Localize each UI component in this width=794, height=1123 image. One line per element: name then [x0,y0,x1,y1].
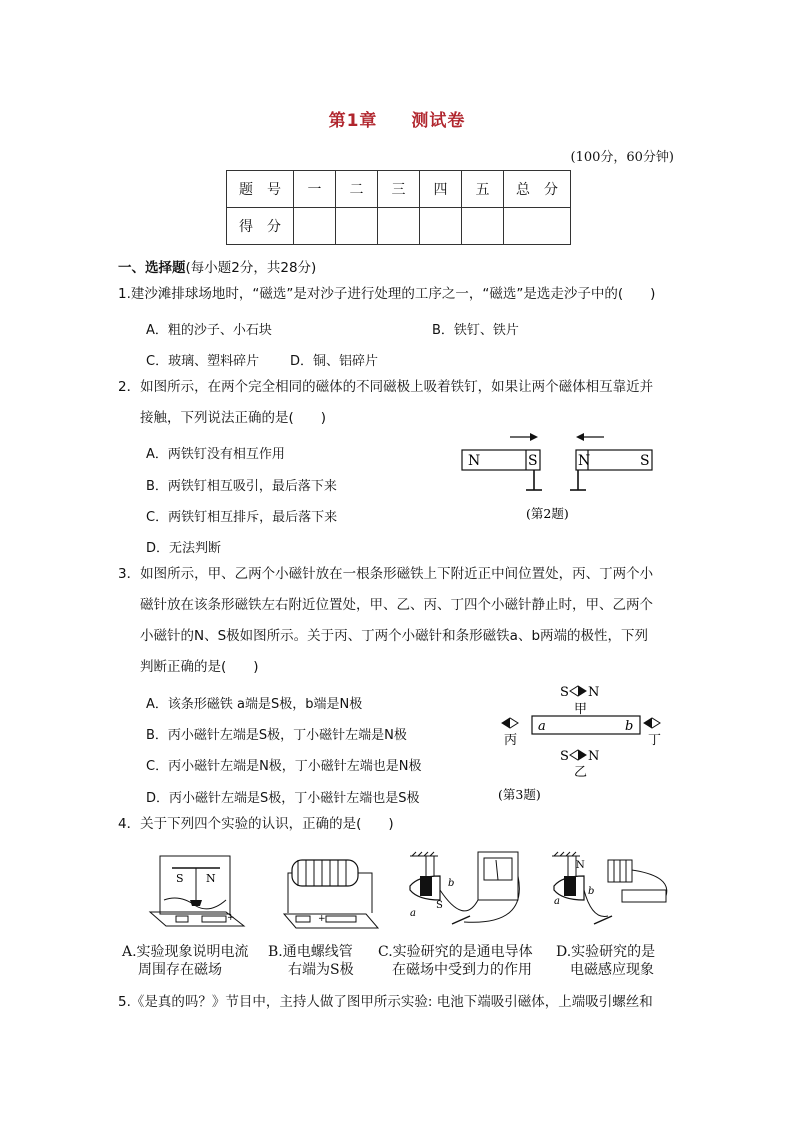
score-table-cell: 五 [462,171,504,208]
experiment-b-caption[interactable] [268,944,354,979]
question-5-stem: 5.《是真的吗？》节目中，主持人做了图甲所示实验: 电池下端吸引磁体，上端吸引螺丝和 [118,994,653,1010]
switch [176,916,188,922]
exp-c-s-label: S [436,900,443,911]
magnet-right-n-label: N [578,453,591,469]
switch [594,916,612,924]
question-2-stem-line2: 接触，下列说法正确的是( ) [140,410,327,426]
battery [326,916,356,922]
rheostat [622,890,666,902]
exp-a-s-label: S [176,872,184,885]
caption-line: C.实验研究的是通电导体 [378,944,533,960]
score-table-cell: 总 分 [504,171,571,208]
needle-bing-label: 丙 [504,733,518,748]
needle-yi-s-label: S [560,749,569,764]
experiment-c-figure[interactable] [404,846,530,936]
score-table-cell: 三 [378,171,420,208]
score-input-cell[interactable] [420,208,462,245]
exp-d-n-label: N [576,860,585,871]
question-2-stem-line1: 2．如图所示，在两个完全相同的磁体的不同磁极上吸着铁钉，如果让两个磁体相互靠近并 [118,379,654,395]
switch [452,916,470,924]
page-title [0,106,794,131]
question-3-option-b[interactable]: B．丙小磁针左端是S极，丁小磁针左端是N极 [146,728,407,743]
question-2-option-d[interactable]: D．无法判断 [146,541,222,556]
bar-magnet [532,716,640,734]
exp-c-a-label: a [410,908,416,919]
switch [296,916,310,922]
question-3-option-d[interactable]: D．丙小磁针左端是S极，丁小磁针左端也是S极 [146,791,420,806]
question-3-option-c[interactable]: C．丙小磁针左端是N极，丁小磁针左端也是N极 [146,759,422,774]
exp-b-plus: + [318,914,326,924]
needle-ding-label: 丁 [648,733,662,748]
needle-jia-n-label: N [588,685,600,700]
arrow-right-head [530,433,538,441]
exp-d-a-label: a [554,896,560,907]
question-1-option-d[interactable]: D．铜、铝碎片 [290,354,379,369]
experiment-d-caption[interactable] [556,944,655,979]
caption-line: 周围存在磁场 [138,961,222,978]
exp-d-b-label: b [588,886,595,897]
score-table [226,170,571,245]
experiment-a-figure[interactable] [146,850,250,934]
score-table-cell: 题 号 [227,171,294,208]
experiment-a-caption[interactable] [122,944,249,979]
score-table-score-row [227,208,571,245]
solenoid [292,860,358,886]
question-3-caption: (第3题) [498,787,541,802]
experiment-c-caption[interactable] [378,944,533,979]
question-2-caption: (第2题) [526,506,569,521]
score-table-cell: 一 [294,171,336,208]
conductor [420,876,432,896]
caption-line: 在磁场中受到力的作用 [392,961,532,978]
caption-line: A.实验现象说明电流 [122,944,249,960]
caption-line: B.通电螺线管 [268,944,353,960]
score-input-cell[interactable] [378,208,420,245]
caption-line: 右端为S极 [288,961,354,978]
exp-a-n-label: N [206,872,216,885]
score-time-note: (100分，60分钟) [570,150,674,165]
wire [584,870,667,916]
section-note: (每小题2分，共28分) [185,260,317,276]
section-title: 一、选择题 [118,260,186,276]
score-table-cell: 二 [336,171,378,208]
question-2-option-c[interactable]: C．两铁钉相互排斥，最后落下来 [146,510,338,525]
question-1-stem: 1.建沙滩排球场地时，“磁选”是对沙子进行处理的工序之一，“磁选”是选走沙子中的( ) [118,286,656,302]
exp-c-b-label: b [448,878,455,889]
experiment-b-figure[interactable] [282,850,386,934]
question-2-option-a[interactable]: A．两铁钉没有相互作用 [146,447,285,462]
section-heading [118,256,316,276]
battery [202,916,226,922]
magnet-end-b-label: b [625,719,634,734]
question-3-stem-line2: 磁针放在该条形磁铁左右附近位置处，甲、乙、丙、丁四个小磁针静止时，甲、乙两个 [140,597,653,613]
question-3-stem-line1: 3．如图所示，甲、乙两个小磁针放在一根条形磁铁上下附近正中间位置处，丙、丁两个小 [118,566,654,582]
score-table-header-row [227,171,571,208]
arrow-left-head [576,433,584,441]
question-1-option-a[interactable]: A．粗的沙子、小石块 [146,323,272,338]
title-name: 测试卷 [411,111,466,131]
magnet-end-a-label: a [538,719,546,734]
magnet-right-s-label: S [640,453,650,469]
question-2-figure [456,428,666,526]
question-1-option-b[interactable]: B．铁钉、铁片 [432,323,519,338]
question-3-figure [494,680,674,804]
needle-yi-n-label: N [588,749,600,764]
caption-line: D.实验研究的是 [556,944,656,960]
score-input-cell[interactable] [462,208,504,245]
magnet-left-n-label: N [468,453,481,469]
question-3-option-a[interactable]: A．该条形磁铁 a端是S极，b端是N极 [146,697,363,712]
score-input-cell[interactable] [504,208,571,245]
question-4-stem: 4．关于下列四个实验的认识，正确的是( ) [118,816,394,832]
experiment-d-figure[interactable] [548,846,672,936]
magnet-left-s-label: S [528,453,538,469]
title-chapter: 第1章 [328,111,378,131]
question-3-stem-line4: 判断正确的是( ) [140,659,259,675]
needle-yi-label: 乙 [574,765,588,780]
score-table-cell: 得 分 [227,208,294,245]
caption-line: 电磁感应现象 [570,961,654,978]
question-2-option-b[interactable]: B．两铁钉相互吸引，最后落下来 [146,479,337,494]
needle-jia-s-label: S [560,685,569,700]
needle-jia-label: 甲 [574,702,588,717]
exp-a-plus: + [227,913,235,923]
score-input-cell[interactable] [294,208,336,245]
question-1-option-c[interactable]: C．玻璃、塑料碎片 [146,354,260,369]
score-input-cell[interactable] [336,208,378,245]
conductor [564,876,576,896]
question-3-stem-line3: 小磁针的N、S极如图所示。关于丙、丁两个小磁针和条形磁铁a、b两端的极性，下列 [140,628,649,644]
score-table-cell: 四 [420,171,462,208]
